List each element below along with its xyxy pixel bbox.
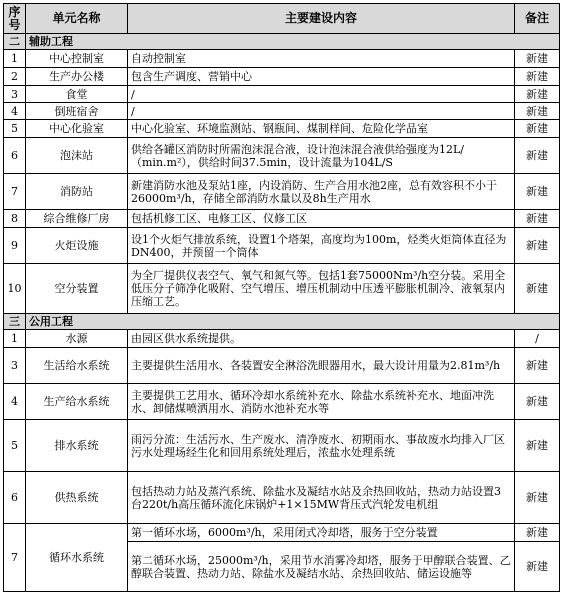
section-title: 辅助工程: [26, 34, 560, 50]
row-no: 6: [4, 472, 26, 524]
row-content: 包含生产调度、营销中心: [128, 68, 515, 86]
row-note: 新建: [515, 210, 560, 228]
row-no: 8: [4, 210, 26, 228]
table-row: [4, 86, 560, 103]
row-note: 新建: [515, 86, 560, 103]
section-no: 二: [4, 34, 26, 50]
row-unit-name: 生活给水系统: [26, 348, 128, 384]
row-no: 3: [4, 86, 26, 103]
row-note: 新建: [515, 264, 560, 314]
row-note: 新建: [515, 524, 560, 542]
row-unit-name: 食堂: [26, 86, 128, 103]
row-unit-name: 排水系统: [26, 420, 128, 472]
row-unit-name: 中心化验室: [26, 120, 128, 138]
table-row: [4, 228, 560, 264]
row-note: 新建: [515, 138, 560, 174]
table-row: [4, 384, 560, 420]
row-no: 5: [4, 420, 26, 472]
row-note: /: [515, 330, 560, 348]
table-row: [4, 210, 560, 228]
table-row: [4, 120, 560, 138]
row-content: /: [128, 86, 515, 103]
row-no: 5: [4, 120, 26, 138]
row-unit-name: 消防站: [26, 174, 128, 210]
table-row: [4, 68, 560, 86]
table-row: [4, 420, 560, 472]
row-content: 主要提供生活用水、各装置安全淋浴洗眼器用水，最大设计用量为2.81m³/h: [128, 348, 515, 384]
section-title: 公用工程: [26, 314, 560, 330]
row-note: 新建: [515, 384, 560, 420]
row-no: 10: [4, 264, 26, 314]
row-no: 7: [4, 524, 26, 592]
row-no: 2: [4, 68, 26, 86]
row-unit-name: 火炬设施: [26, 228, 128, 264]
row-note: 新建: [515, 542, 560, 592]
row-unit-name: 生产办公楼: [26, 68, 128, 86]
row-content: 新建消防水池及泵站1座，内设消防、生产合用水池2座，总有效容积不小于26000m³/h，存储全部消防水量以及8h生产用水: [128, 174, 515, 210]
table-row: [4, 348, 560, 384]
row-unit-name: 综合维修厂房: [26, 210, 128, 228]
section-row-utilities: [4, 314, 560, 330]
row-content: /: [128, 103, 515, 120]
row-no: 6: [4, 138, 26, 174]
table-row: [4, 264, 560, 314]
row-no: 4: [4, 384, 26, 420]
table-header-row: [4, 4, 560, 34]
row-content: 由园区供水系统提供。: [128, 330, 515, 348]
row-content: 设1个火炬气排放系统，设置1个塔架，高度均为100m，烃类火炬筒体直径为DN400，并预留一个筒体: [128, 228, 515, 264]
row-content: 第二循环水场，25000m³/h，采用节水消雾冷却塔，服务于甲醇联合装置、乙醇联合装置、热动力站、除盐水及凝结水站、余热回收站、储运设施等: [128, 542, 515, 592]
row-note: 新建: [515, 228, 560, 264]
row-content: 主要提供工艺用水、循环冷却水系统补充水、除盐水系统补充水、地面冲洗水、卸储煤喷洒用水、消防水池补充水等: [128, 384, 515, 420]
row-no: 1: [4, 50, 26, 68]
header-no: 序号: [4, 4, 26, 34]
construction-content-table: [3, 3, 560, 592]
row-note: 新建: [515, 472, 560, 524]
table-row: [4, 103, 560, 120]
row-note: 新建: [515, 174, 560, 210]
row-no: 9: [4, 228, 26, 264]
row-no: 1: [4, 330, 26, 348]
row-content: 包括热动力站及蒸汽系统、除盐水及凝结水站及余热回收站，热动力站设置3台220t/h高压循环流化床锅炉+1×15MW背压式汽轮发电机组: [128, 472, 515, 524]
row-unit-name: 中心控制室: [26, 50, 128, 68]
section-no: 三: [4, 314, 26, 330]
row-no: 4: [4, 103, 26, 120]
row-content: 为全厂提供仪表空气、氧气和氮气等。包括1套75000Nm³/h空分装。采用全低压分子筛净化吸附、空气增压、增压机制动中压透平膨胀机制冷、液氧泵内压缩工艺。: [128, 264, 515, 314]
table-row: [4, 472, 560, 524]
row-note: 新建: [515, 50, 560, 68]
row-unit-name: 倒班宿舍: [26, 103, 128, 120]
header-content: 主要建设内容: [128, 4, 515, 34]
table-row: [4, 524, 560, 542]
row-unit-name: 空分装置: [26, 264, 128, 314]
row-unit-name: 泡沫站: [26, 138, 128, 174]
row-no: 3: [4, 348, 26, 384]
row-unit-name: 水源: [26, 330, 128, 348]
row-content: 中心化验室、环境监测站、钢瓶间、煤制样间、危险化学品室: [128, 120, 515, 138]
row-note: 新建: [515, 420, 560, 472]
row-unit-name: 供热系统: [26, 472, 128, 524]
row-note: 新建: [515, 68, 560, 86]
table-row: [4, 330, 560, 348]
table-row: [4, 50, 560, 68]
section-row-auxiliary: [4, 34, 560, 50]
header-unit-name: 单元名称: [26, 4, 128, 34]
row-unit-name: 循环水系统: [26, 524, 128, 592]
row-note: 新建: [515, 103, 560, 120]
header-note: 备注: [515, 4, 560, 34]
table-row: [4, 174, 560, 210]
row-content: 雨污分流：生活污水、生产废水、清净废水、初期雨水、事故废水均排入厂区污水处理场经生化和回用系统处理后，浓盐水处理系统: [128, 420, 515, 472]
row-content: 第一循环水场，6000m³/h，采用闭式冷却塔，服务于空分装置: [128, 524, 515, 542]
row-unit-name: 生产给水系统: [26, 384, 128, 420]
row-content: 自动控制室: [128, 50, 515, 68]
row-note: 新建: [515, 348, 560, 384]
row-content: 供给各罐区消防时所需泡沫混合液，设计泡沫混合液供给强度为12L/（min.m²），供给时间37.5min，设计流量为104L/S: [128, 138, 515, 174]
row-note: 新建: [515, 120, 560, 138]
row-no: 7: [4, 174, 26, 210]
row-content: 包括机修工区、电修工区、仪修工区: [128, 210, 515, 228]
table-row: [4, 138, 560, 174]
